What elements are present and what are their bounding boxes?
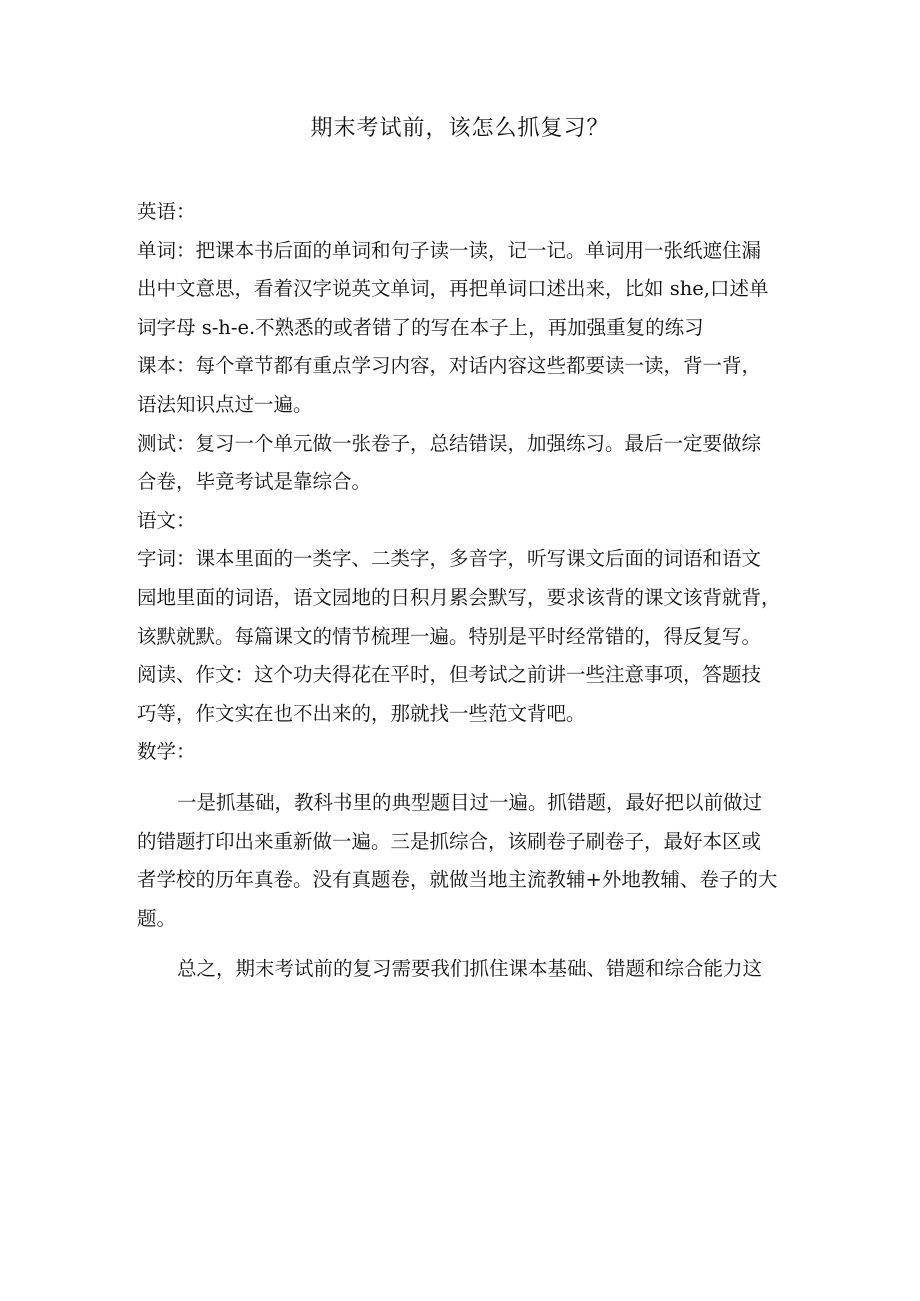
- paragraph-line: 测试：复习一个单元做一张卷子，总结错误，加强练习。最后一定要做综: [137, 431, 762, 455]
- paragraph-spacer: [137, 772, 787, 784]
- paragraph-line: 巧等，作文实在也不出来的，那就找一些范文背吧。: [137, 701, 586, 725]
- paragraph-line: 课本：每个章节都有重点学习内容，对话内容这些都要读一读，背一背，: [137, 354, 762, 378]
- paragraph-line: 阅读、作文：这个功夫得花在平时，但考试之前讲一些注意事项，答题技: [137, 663, 762, 687]
- document-body: [137, 193, 787, 989]
- paragraph-line: 词字母 s-h-e.不熟悉的或者错了的写在本子上，再加强重复的练习: [137, 315, 704, 339]
- paragraph-line: 者学校的历年真卷。没有真题卷，就做当地主流教辅+外地教辅、卷子的大: [137, 868, 778, 892]
- paragraph-line: 单词：把课本书后面的单词和句子读一读，记一记。单词用一张纸遮住漏: [137, 238, 762, 262]
- section-heading-math: 数学：: [137, 740, 196, 764]
- paragraph-line: 园地里面的词语，语文园地的日积月累会默写，要求该背的课文该背就背，: [137, 585, 781, 609]
- section-heading-chinese: 语文：: [137, 508, 196, 532]
- paragraph-line: 一是抓基础，教科书里的典型题目过一遍。抓错题，最好把以前做过: [177, 790, 763, 814]
- paragraph-line: 的错题打印出来重新做一遍。三是抓综合，该刷卷子刷卷子，最好本区或: [137, 829, 762, 853]
- paragraph-line: 字词：课本里面的一类字、二类字，多音字，听写课文后面的词语和语文: [137, 547, 762, 571]
- paragraph-spacer: [137, 938, 787, 950]
- paragraph-line: 该默就默。每篇课文的情节梳理一遍。特别是平时经常错的，得反复写。: [137, 624, 762, 648]
- page-title: 期末考试前，该怎么抓复习？: [310, 116, 610, 141]
- section-heading-english: 英语：: [137, 200, 196, 223]
- paragraph-line: 总之，期末考试前的复习需要我们抓住课本基础、错题和综合能力这: [177, 957, 763, 981]
- paragraph-line: 语法知识点过一遍。: [137, 392, 313, 416]
- paragraph-line: 题。: [137, 906, 177, 930]
- paragraph-line: 出中文意思，看着汉字说英文单词，再把单词口述出来，比如 she,口述单: [137, 277, 769, 301]
- paragraph-line: 合卷，毕竟考试是靠综合。: [137, 470, 372, 494]
